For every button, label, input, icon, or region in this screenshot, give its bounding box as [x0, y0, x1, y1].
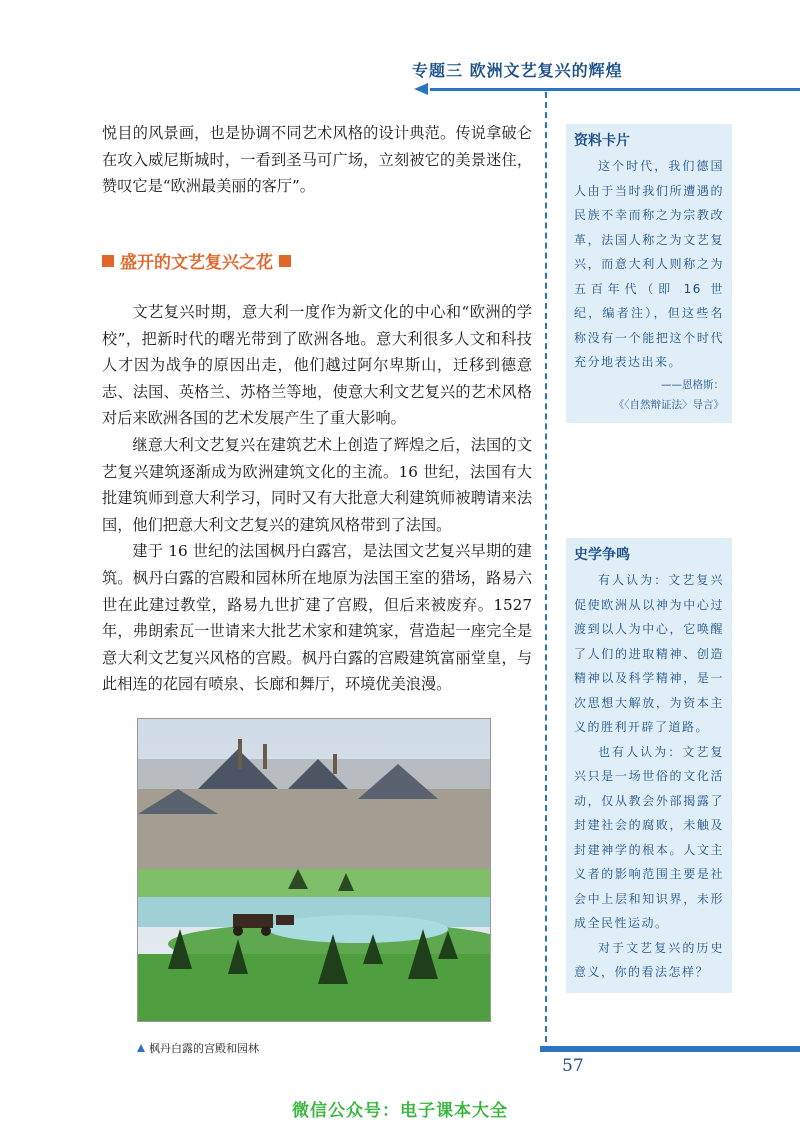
card-question: 对于文艺复兴的历史意义，你的看法怎样？ — [574, 940, 724, 979]
card-attribution: ——恩格斯： — [661, 378, 724, 391]
section-square-icon — [279, 255, 291, 267]
photo-caption — [137, 1040, 259, 1056]
footer-rule — [540, 1046, 800, 1052]
card-source: 《〈自然辩证法〉导言》 — [613, 398, 724, 411]
caption-text: 枫丹白露的宫殿和园林 — [149, 1042, 259, 1055]
section-paragraph: 建于 16 世纪的法国枫丹白露宫，是法国文艺复兴早期的建筑。枫丹白露的宫殿和园林所在地原为法国王室的猎场，路易六世在此建过教堂，路易九世扩建了宫殿，但后来被废弃。1527 年，弗朗索瓦一世请来大批艺术家和建筑家，营造起一座完全是意大利文艺复兴风格的宫殿。枫丹白露的宫殿建筑富丽堂皇，与此相连的花园有喷泉、长廊和舞厅，环境优美浪漫。 — [102, 542, 532, 694]
caption-triangle-icon — [137, 1044, 145, 1052]
debate-card — [566, 538, 732, 993]
header-rule — [430, 88, 800, 91]
info-card — [566, 124, 732, 423]
section-title — [102, 248, 291, 273]
card-body: 这个时代，我们德国人由于当时我们所遭遇的民族不幸而称之为宗教改革，法国人称之为文艺复兴，而意大利人则称之为五百年代（即 16 世纪，编者注），但这些名称没有一个能把这个时代充分地表达出来。 — [574, 159, 724, 369]
card-body: 有人认为：文艺复兴促使欧洲从以神为中心过渡到以人为中心，它唤醒了人们的进取精神、创造精神以及科学精神，是一次思想大解放，为资本主义的胜利开辟了道路。 — [574, 573, 724, 734]
section-square-icon — [102, 255, 114, 267]
page-number: 57 — [562, 1056, 584, 1076]
card-title: 资料卡片 — [574, 133, 630, 149]
section-body — [102, 299, 532, 698]
card-body: 也有人认为：文艺复兴只是一场世俗的文化活动，仅从教会外部揭露了封建社会的腐败，未触及封建神学的根本。人文主义者的影响范围主要是社会中上层和知识界，未形成全民性运动。 — [574, 744, 724, 930]
header-title: 专题三 欧洲文艺复兴的辉煌 — [412, 61, 623, 80]
header-arrow — [414, 83, 428, 95]
intro-paragraph: 悦目的风景画，也是协调不同艺术风格的设计典范。传说拿破仑在攻入威尼斯城时，一看到圣马可广场，立刻被它的美景迷住，赞叹它是“欧洲最美丽的客厅”。 — [102, 124, 532, 196]
column-divider — [545, 92, 547, 1042]
section-paragraph: 文艺复兴时期，意大利一度作为新文化的中心和“欧洲的学校”，把新时代的曙光带到了欧洲各地。意大利很多人文和科技人才因为战争的原因出走，他们越过阿尔卑斯山，迁移到德意志、法国、英格兰、苏格兰等地，使意大利文艺复兴的艺术风格对后来欧洲各国的艺术发展产生了重大影响。 — [102, 303, 532, 428]
card-title: 史学争鸣 — [574, 547, 630, 563]
section-paragraph: 继意大利文艺复兴在建筑艺术上创造了辉煌之后，法国的文艺复兴建筑逐渐成为欧洲建筑文化的主流。16 世纪，法国有大批建筑师到意大利学习，同时又有大批意大利建筑师被聘请来法国，他们把意大利文艺复兴的建筑风格带到了法国。 — [102, 435, 532, 534]
watermark: 微信公众号：电子课本大全 — [292, 1101, 508, 1121]
section-title-text: 盛开的文艺复兴之花 — [120, 253, 273, 273]
intro-text — [102, 120, 532, 200]
palace-photo — [137, 718, 491, 1022]
